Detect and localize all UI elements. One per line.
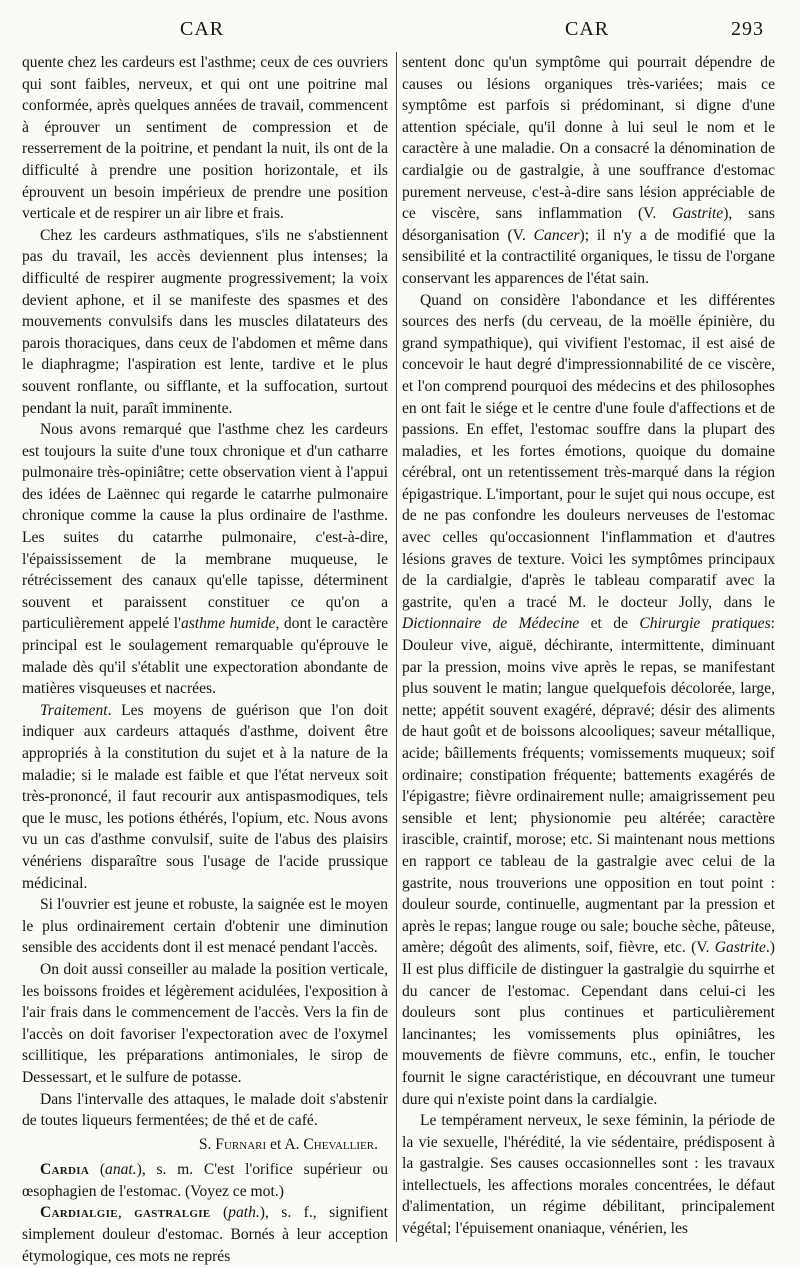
paragraph: Si l'ouvrier est jeune et robuste, la saignée est le moyen le plus ordinairement certain d'obtenir une diminution sensible des accidents dont il est menacé pendant l'accès. <box>22 896 388 957</box>
headword: gastralgie <box>134 1204 211 1222</box>
left-column <box>22 52 388 1265</box>
paragraph: sentent donc qu'un symptôme qui pourrait dépendre de causes ou lésions organiques très-variées; mais ce symptôme est parfois si prédominant, si digne d'une attention spéciale, qu'il donne à lui seul le nom et le caractère à une maladie. On a consacré la dénomination de cardialgie ou de gastralgie, à une souffrance d'estomac purement nerveuse, c'est-à-dire sans lésion appréciable de ce viscère, sans inflammation (V. Gastrite), sans désorganisation (V. Cancer); il n'y a de modifié que la sensibilité et la contractilité organiques, le tissu de l'organe conservant les apparences de l'état sain. <box>402 54 775 287</box>
paragraph: Dans l'intervalle des attaques, le malade doit s'abstenir de toutes liqueurs fermentées; de thé et de café. <box>22 1090 388 1130</box>
header-center-title: CAR <box>565 18 610 40</box>
paragraph: Nous avons remarqué que l'asthme chez les cardeurs est toujours la suite d'une toux chronique et d'un catharre pulmonaire très-opiniâtre; cette observation vient à l'appui des idées de Laënnec qui regarde le catarrhe pulmonaire chronique comme la cause la plus ordinaire de l'asthme. Les suites du catarrhe pulmonaire, c'est-à-dire, l'épaississement de la membrane muqueuse, le rétrécissement des canaux qu'elle tapisse, déterminent souvent et paraissent constituer ce qu'on a particulièrement appelé l'asthme humide, dont le caractère principal est le soulagement remarquable qu'éprouve le malade dès qu'il s'établit une expectoration abondante de matières visqueuses et nacrées. <box>22 421 388 698</box>
section-label: Traitement <box>40 701 108 719</box>
paragraph: Le tempérament nerveux, le sexe féminin, la période de la vie sexuelle, l'hérédité, la vie sédentaire, prédisposent à la gastralgie. Ses causes occasionnelles sont : les travaux intellectuels, les affections morales concentrées, le défaut d'alimentation, un régime débilitant, principalement végétal; l'épuisement onaniaque, vénérien, les <box>402 1112 775 1238</box>
page-number: 293 <box>731 18 764 40</box>
running-header <box>0 18 800 46</box>
headword: Cardia <box>40 1161 90 1179</box>
dictionary-entry-cardialgie: Cardialgie, gastralgie (path.), s. f., signifient simplement douleur d'estomac. Bornés à leur acception étymologique, ces mots ne représ <box>22 1204 388 1265</box>
header-left-title: CAR <box>180 18 225 40</box>
headword: Cardialgie <box>40 1204 118 1222</box>
column-divider <box>396 52 397 1242</box>
italic-term: asthme humide <box>180 615 276 633</box>
paragraph: Quand on considère l'abondance et les différentes sources des nerfs (du cerveau, de la moëlle épinière, du grand sympathique), qui vivifient l'estomac, il est aisé de concevoir le haut degré d'impressionnabilité de ce viscère, et l'on comprend pourquoi des médecins et des philosophes en ont fait le siége et le centre d'une foule d'affections et de passions. En effet, l'estomac souffre dans la plupart des maladies, et les fortes émotions, quoique du domaine cérébral, ont un retentissement très-marqué dans la région épigastrique. L'important, pour le sujet qui nous occupe, est de ne pas confondre les douleurs nerveuses de l'estomac avec celles qu'occasionnent l'inflammation et d'autres lésions graves de texture. Voici les symptômes principaux de la cardialgie, d'après le tableau comparatif avec la gastrite, qu'en a tracé M. le docteur Jolly, dans le Dictionnaire de Médecine et de Chirurgie pratiques: Douleur vive, aiguë, déchirante, intermittente, diminuant par la pression, moins vive après le repas, se manifestant plus souvent le matin; langue quelquefois décolorée, large, nette; appétit souvent exagéré, dépravé; désir des aliments de haut goût et de boissons alcooliques; saveur métallique, acide; bâillements fréquents; vomissements muqueux; soif ordinaire; constipation fréquente; battements exagérés de l'épigastre; fièvre ordinairement nulle; amaigrissement peu sensible et lent; physionomie peu altérée; caractère irascible, craintif, morose; etc. Si maintenant nous mettions en rapport ce tableau de la gastralgie avec celui de la gastrite, nous trouverions une opposition en tout point : douleur sourde, continuelle, augmentant par la pression et après le repas; langue rouge ou sale; bouche sèche, pâteuse, amère; dégoût des aliments, soif, fièvre, etc. (V. Gastrite.) Il est plus difficile de distinguer la gastralgie du squirrhe et du cancer de l'estomac. Cependant dans celui-ci les douleurs sont plus continues et particulièrement lancinantes; les vomissements plus opiniâtres, les mouvements de fièvre communs, etc., enfin, le toucher fournit le signe caractéristique, en découvrant une tumeur dure qui n'existe point dans la cardialgie. <box>402 291 775 1108</box>
paragraph: Chez les cardeurs asthmatiques, s'ils ne s'abstiennent pas du travail, les accès deviennent plus intenses; la difficulté de respirer augmente progressivement; la voix devient aphone, et il se manifeste des spasmes et des mouvements convulsifs dans les muscles dilatateurs des parois thoraciques, dans ceux de l'abdomen et même dans le diaphragme; l'aspiration est lente, tardive et le plus souvent ronflante, ou sifflante, et la suffocation, surtout pendant la nuit, paraît imminente. <box>22 226 388 417</box>
paragraph: quente chez les cardeurs est l'asthme; ceux de ces ouvriers qui sont faibles, nerveux, et qui ont une poitrine mal conformée, après quelques années de travail, commencent à éprouver un sentiment de compression et de resserrement de la poitrine, et pendant la nuit, ils ont de la difficulté à prendre une position horizontale, et ils éprouvent un besoin impérieux de prendre une position verticale et de respirer un air libre et frais. <box>22 54 388 223</box>
dictionary-entry-cardia: Cardia (anat.), s. m. C'est l'orifice supérieur ou œsophagien de l'estomac. (Voyez ce mot.) <box>22 1161 388 1200</box>
author-signature: S. Furnari et A. Chevallier. <box>198 1135 378 1153</box>
right-column <box>402 52 775 1247</box>
paragraph: On doit aussi conseiller au malade la position verticale, les boissons froides et légèrement acidulées, l'exposition à l'air frais dans le commencement de l'accès. Vers la fin de l'accès on doit favoriser l'expectoration avec de l'oxymel scillitique, les préparations antimoniales, le sirop de Dessessart, et le sulfure de potasse. <box>22 960 388 1086</box>
paragraph: Traitement. Les moyens de guérison que l'on doit indiquer aux cardeurs attaqués d'asthme, doivent être appropriés à la constitution du sujet et à la nature de la maladie; si le malade est faible et que l'état nerveux soit très-prononcé, il faut recourir aux antispasmodiques, tels que le musc, les potions éthérés, l'opium, etc. Nous avons vu un cas d'asthme convulsif, suite de l'abus des plaisirs vénériens disparaître sous l'usage de l'acide prussique médicinal. <box>22 701 388 892</box>
